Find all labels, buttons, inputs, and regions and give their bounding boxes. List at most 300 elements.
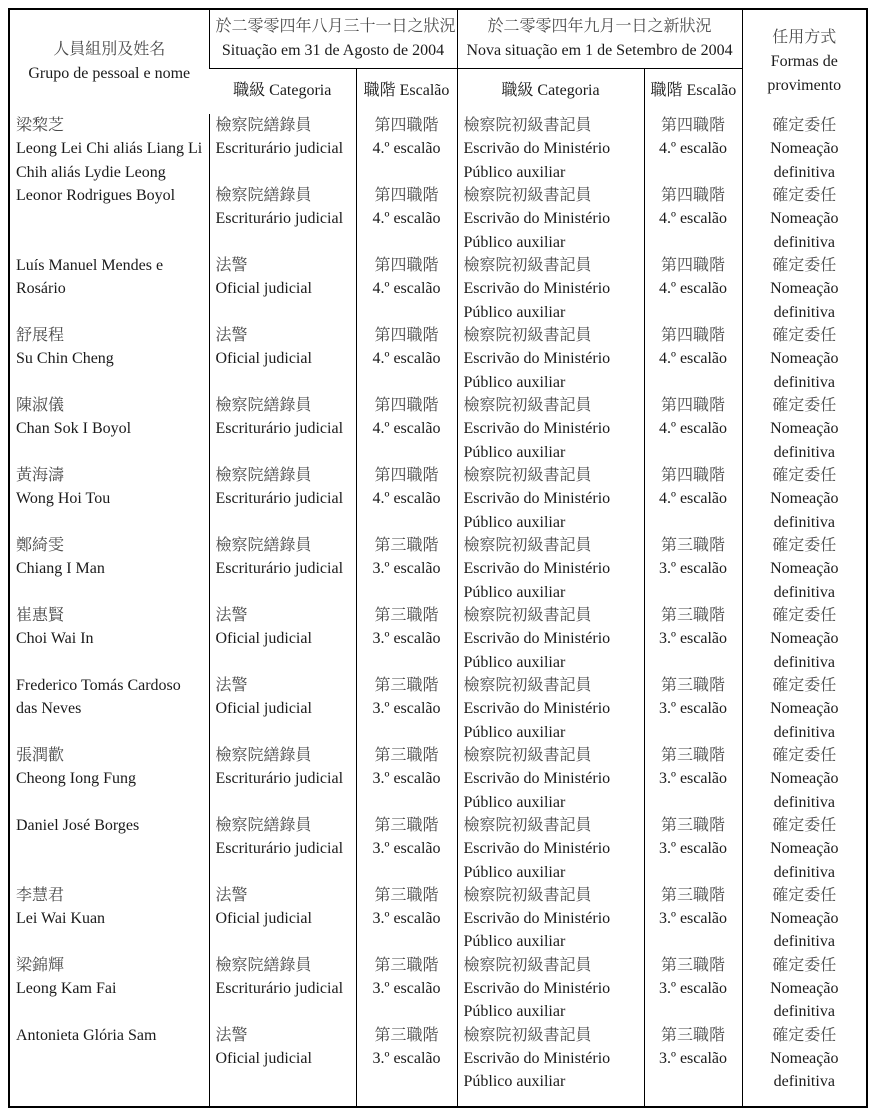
cell-line: Público auxiliar	[463, 443, 566, 461]
cell-line: Oficial judicial	[215, 1050, 312, 1068]
cell-line: definitiva	[773, 653, 835, 671]
cell-line: 檢察院初級書記員	[463, 256, 592, 274]
cell-new-categoria	[457, 674, 644, 744]
cell-line: Escrivão do Ministério	[463, 700, 611, 718]
cell-line: 第三職階	[661, 886, 726, 904]
cell-person-name	[9, 884, 209, 954]
header-old-escalao: 職階 Escalão	[356, 68, 457, 114]
cell-line: 法警	[215, 326, 248, 344]
cell-line: 3.º escalão	[372, 560, 441, 578]
cell-line: 第三職階	[374, 956, 439, 974]
cell-line: 第三職階	[374, 816, 439, 834]
cell-line: Nomeação	[770, 770, 839, 788]
cell-new-escalao	[644, 394, 742, 464]
cell-old-escalao	[356, 744, 457, 814]
cell-old-escalao	[356, 534, 457, 604]
cell-line: 3.º escalão	[658, 630, 728, 648]
cell-line: Choi Wai In	[16, 630, 94, 648]
cell-provimento	[742, 324, 867, 394]
cell-old-escalao	[356, 884, 457, 954]
cell-new-escalao	[644, 324, 742, 394]
cell-line: Público auxiliar	[463, 863, 566, 881]
cell-line: definitiva	[773, 513, 835, 531]
cell-new-categoria	[457, 1094, 644, 1107]
cell-new-escalao	[644, 604, 742, 674]
table-row	[9, 464, 867, 534]
cell-line: Público auxiliar	[463, 233, 566, 251]
cell-line: 第三職階	[661, 746, 726, 764]
cell-line: Escrivão do Ministério	[463, 840, 611, 858]
cell-provimento	[742, 744, 867, 814]
cell-line: 第三職階	[374, 886, 439, 904]
cell-new-escalao	[644, 254, 742, 324]
cell-line: 檢察院初級書記員	[463, 746, 592, 764]
cell-line: definitiva	[773, 863, 835, 881]
cell-line: Escrivão do Ministério	[463, 210, 611, 228]
cell-line: 檢察院繕錄員	[215, 746, 312, 764]
cell-line: 3.º escalão	[658, 980, 728, 998]
cell-line: Público auxiliar	[463, 723, 566, 741]
cell-line: 檢察院初級書記員	[463, 466, 592, 484]
cell-line: Nomeação	[770, 140, 839, 158]
cell-line: 確定委任	[772, 117, 837, 134]
cell-line: Nomeação	[770, 630, 839, 648]
cell-old-escalao	[356, 114, 457, 184]
header-old-situation-pt: Situação em 31 de Agosto de 2004	[221, 41, 445, 59]
cell-new-categoria	[457, 254, 644, 324]
cell-line: 4.º escalão	[658, 350, 728, 368]
cell-line: 檢察院初級書記員	[463, 186, 592, 204]
cell-new-escalao	[644, 814, 742, 884]
table-header	[9, 9, 867, 114]
cell-provimento	[742, 184, 867, 254]
cell-line: Público auxiliar	[463, 933, 566, 951]
header-person-group-name-pt: Grupo de pessoal e nome	[28, 65, 191, 82]
cell-line: 第四職階	[374, 256, 439, 274]
cell-line: 4.º escalão	[658, 420, 728, 438]
cell-line: 第四職階	[374, 186, 439, 204]
cell-provimento	[742, 254, 867, 324]
cell-old-escalao	[356, 1094, 457, 1107]
cell-old-categoria	[209, 1024, 356, 1094]
cell-line: 3.º escalão	[372, 840, 441, 858]
cell-line: 檢察院初級書記員	[463, 1026, 592, 1044]
cell-line: 4.º escalão	[372, 140, 441, 158]
cell-line: Chih aliás Lydie Leong	[16, 163, 166, 181]
cell-line: definitiva	[773, 373, 835, 391]
cell-line: Escrivão do Ministério	[463, 560, 611, 578]
cell-line: Público auxiliar	[463, 513, 566, 531]
header-person-group-name-zh: 人員組別及姓名	[53, 41, 166, 58]
cell-line: 鄭綺雯	[16, 536, 65, 554]
cell-new-categoria	[457, 884, 644, 954]
cell-new-categoria	[457, 954, 644, 1024]
cell-line: 3.º escalão	[658, 910, 728, 928]
cell-line: Escrivão do Ministério	[463, 420, 611, 438]
cell-line: Nomeação	[770, 280, 839, 298]
cell-line: 檢察院繕錄員	[215, 186, 312, 204]
cell-line: 確定委任	[772, 956, 837, 974]
cell-line: 確定委任	[772, 676, 837, 694]
cell-new-escalao	[644, 884, 742, 954]
cell-line: 第三職階	[661, 956, 726, 974]
cell-new-categoria	[457, 464, 644, 534]
cell-old-categoria	[209, 254, 356, 324]
header-new-categoria: 職級 Categoria	[457, 68, 644, 114]
cell-line: 3.º escalão	[372, 770, 441, 788]
cell-line: 第四職階	[374, 396, 439, 414]
cell-line: 第三職階	[374, 1026, 439, 1044]
cell-line: 4.º escalão	[372, 280, 441, 298]
cell-line: Leong Lei Chi aliás Liang Li	[16, 140, 203, 158]
cell-line: definitiva	[773, 1073, 835, 1091]
cell-line: Público auxiliar	[463, 163, 566, 181]
cell-line: definitiva	[773, 933, 835, 951]
cell-line: 第三職階	[661, 816, 726, 834]
cell-line: Escrivão do Ministério	[463, 490, 611, 508]
personnel-table	[8, 8, 868, 1108]
cell-old-escalao	[356, 604, 457, 674]
cell-line: definitiva	[773, 163, 835, 181]
cell-line: 3.º escalão	[658, 840, 728, 858]
cell-line: Escrivão do Ministério	[463, 630, 611, 648]
cell-new-escalao	[644, 674, 742, 744]
cell-line: Público auxiliar	[463, 1073, 566, 1091]
cell-provimento	[742, 394, 867, 464]
cell-line: 崔惠賢	[16, 606, 65, 624]
table-row	[9, 114, 867, 184]
cell-line: 4.º escalão	[658, 210, 728, 228]
cell-line: 法警	[215, 606, 248, 624]
cell-line: 第四職階	[661, 396, 726, 414]
cell-line: 確定委任	[772, 1026, 837, 1044]
cell-new-escalao	[644, 184, 742, 254]
header-new-situation-pt: Nova situação em 1 de Setembro de 2004	[466, 41, 733, 59]
cell-line: Público auxiliar	[463, 653, 566, 671]
cell-old-categoria	[209, 674, 356, 744]
cell-line: 法警	[215, 256, 248, 274]
cell-line: 確定委任	[772, 186, 837, 204]
cell-line: Escrivão do Ministério	[463, 980, 611, 998]
cell-line: Oficial judicial	[215, 630, 312, 648]
cell-line: 檢察院繕錄員	[215, 956, 312, 974]
cell-line: 法警	[215, 676, 248, 694]
cell-line: 第四職階	[374, 326, 439, 344]
cell-line: 3.º escalão	[658, 1050, 728, 1068]
cell-line: Escrivão do Ministério	[463, 910, 611, 928]
cell-line: Nomeação	[770, 840, 839, 858]
table-row	[9, 884, 867, 954]
cell-line: 檢察院初級書記員	[463, 816, 592, 834]
table-row	[9, 534, 867, 604]
cell-line: Nomeação	[770, 420, 839, 438]
cell-line: Oficial judicial	[215, 700, 312, 718]
cell-provimento	[742, 674, 867, 744]
cell-line: Público auxiliar	[463, 1003, 566, 1021]
cell-line: 檢察院初級書記員	[463, 396, 592, 414]
cell-line: 第三職階	[661, 606, 726, 624]
cell-old-categoria	[209, 604, 356, 674]
cell-new-categoria	[457, 114, 644, 184]
cell-new-escalao	[644, 954, 742, 1024]
cell-old-categoria	[209, 954, 356, 1024]
cell-line: 3.º escalão	[372, 910, 441, 928]
cell-person-name	[9, 1024, 209, 1094]
cell-line: 4.º escalão	[658, 140, 728, 158]
cell-old-categoria	[209, 394, 356, 464]
cell-line: 確定委任	[772, 606, 837, 624]
cell-line: Oficial judicial	[215, 280, 312, 298]
cell-line: 4.º escalão	[372, 350, 441, 368]
cell-line: Nomeação	[770, 700, 839, 718]
cell-old-escalao	[356, 674, 457, 744]
table-row	[9, 674, 867, 744]
cell-line: 確定委任	[772, 816, 837, 834]
cell-line: 4.º escalão	[372, 420, 441, 438]
cell-provimento	[742, 534, 867, 604]
cell-line: 確定委任	[772, 536, 837, 554]
cell-line: Público auxiliar	[463, 793, 566, 811]
cell-line: 3.º escalão	[372, 980, 441, 998]
cell-line: 第四職階	[374, 466, 439, 484]
cell-line: Nomeação	[770, 490, 839, 508]
cell-line: 第三職階	[374, 746, 439, 764]
table-row	[9, 394, 867, 464]
cell-line: Escriturário judicial	[215, 140, 344, 158]
cell-line: 法警	[215, 1026, 248, 1044]
cell-line: 梁棃芝	[16, 117, 65, 134]
cell-new-categoria	[457, 184, 644, 254]
cell-line: 確定委任	[772, 466, 837, 484]
table-bottom-spacer	[9, 1094, 867, 1107]
header-old-categoria: 職級 Categoria	[233, 82, 332, 100]
cell-line: 3.º escalão	[372, 700, 441, 718]
cell-line: 4.º escalão	[658, 490, 728, 508]
cell-line: Escriturário judicial	[215, 770, 344, 788]
cell-line: 3.º escalão	[372, 630, 441, 648]
cell-line: Lei Wai Kuan	[16, 910, 106, 928]
cell-line: 檢察院初級書記員	[463, 676, 592, 694]
cell-new-escalao	[644, 1024, 742, 1094]
table-row	[9, 744, 867, 814]
cell-old-escalao	[356, 464, 457, 534]
cell-line: 第四職階	[661, 326, 726, 344]
cell-line: 確定委任	[772, 396, 837, 414]
cell-new-escalao	[644, 1094, 742, 1107]
cell-line: Nomeação	[770, 1050, 839, 1068]
cell-old-escalao	[356, 394, 457, 464]
cell-line: 第四職階	[661, 186, 726, 204]
cell-old-categoria	[209, 744, 356, 814]
cell-person-name	[9, 534, 209, 604]
cell-provimento	[742, 954, 867, 1024]
cell-provimento	[742, 814, 867, 884]
cell-person-name	[9, 604, 209, 674]
cell-line: 3.º escalão	[658, 560, 728, 578]
cell-person-name	[9, 1094, 209, 1107]
cell-line: Chiang I Man	[16, 560, 105, 578]
cell-line: Escriturário judicial	[215, 490, 344, 508]
table-row	[9, 954, 867, 1024]
cell-person-name	[9, 324, 209, 394]
cell-line: Escriturário judicial	[215, 980, 344, 998]
cell-line: 檢察院繕錄員	[215, 466, 312, 484]
cell-line: 第三職階	[374, 676, 439, 694]
cell-line: Escriturário judicial	[215, 420, 344, 438]
cell-line: 李慧君	[16, 886, 65, 904]
cell-line: Nomeação	[770, 980, 839, 998]
header-provimento	[742, 9, 867, 114]
cell-line: Oficial judicial	[215, 350, 312, 368]
cell-person-name	[9, 954, 209, 1024]
cell-person-name	[9, 814, 209, 884]
cell-old-categoria	[209, 1094, 356, 1107]
table-row	[9, 604, 867, 674]
cell-line: Oficial judicial	[215, 910, 312, 928]
cell-line: 梁錦輝	[16, 956, 65, 974]
cell-line: definitiva	[773, 303, 835, 321]
cell-line: definitiva	[773, 583, 835, 601]
cell-line: 檢察院繕錄員	[215, 396, 312, 414]
cell-line: 3.º escalão	[658, 770, 728, 788]
cell-old-escalao	[356, 954, 457, 1024]
cell-line: 檢察院初級書記員	[463, 117, 592, 134]
cell-line: Luís Manuel Mendes e	[16, 256, 164, 274]
cell-line: 檢察院初級書記員	[463, 606, 592, 624]
header-provimento-pt2: provimento	[767, 77, 842, 94]
table-row	[9, 1024, 867, 1094]
cell-line: 確定委任	[772, 746, 837, 764]
cell-person-name	[9, 744, 209, 814]
table-row	[9, 184, 867, 254]
cell-old-categoria	[209, 114, 356, 184]
cell-line: 4.º escalão	[372, 490, 441, 508]
table-body	[9, 114, 867, 1107]
cell-line: 第三職階	[374, 536, 439, 554]
cell-line: Escrivão do Ministério	[463, 350, 611, 368]
cell-line: Escrivão do Ministério	[463, 1050, 611, 1068]
cell-line: 4.º escalão	[372, 210, 441, 228]
cell-line: Frederico Tomás Cardoso	[16, 676, 181, 694]
cell-new-categoria	[457, 814, 644, 884]
cell-old-escalao	[356, 814, 457, 884]
cell-line: Leonor Rodrigues Boyol	[16, 186, 176, 204]
cell-line: Escriturário judicial	[215, 560, 344, 578]
cell-line: 確定委任	[772, 326, 837, 344]
header-old-situation	[209, 9, 457, 68]
cell-line: 法警	[215, 886, 248, 904]
cell-line: Público auxiliar	[463, 373, 566, 391]
cell-line: 第三職階	[661, 536, 726, 554]
cell-line: Wong Hoi Tou	[16, 490, 111, 508]
cell-line: 確定委任	[772, 256, 837, 274]
cell-new-categoria	[457, 604, 644, 674]
cell-line: definitiva	[773, 1003, 835, 1021]
cell-line: Su Chin Cheng	[16, 350, 114, 368]
cell-line: Escrivão do Ministério	[463, 280, 611, 298]
cell-old-categoria	[209, 534, 356, 604]
header-new-situation	[457, 9, 742, 68]
cell-line: 第三職階	[374, 606, 439, 624]
cell-line: 檢察院繕錄員	[215, 816, 312, 834]
cell-old-escalao	[356, 184, 457, 254]
cell-old-escalao	[356, 1024, 457, 1094]
cell-provimento	[742, 604, 867, 674]
cell-old-categoria	[209, 814, 356, 884]
cell-provimento	[742, 884, 867, 954]
cell-old-categoria	[209, 184, 356, 254]
cell-line: Cheong Iong Fung	[16, 770, 136, 788]
header-old-situation-zh: 於二零零四年八月三十一日之狀況	[215, 17, 456, 35]
cell-line: Escrivão do Ministério	[463, 140, 611, 158]
header-provimento-zh: 任用方式	[772, 29, 837, 46]
cell-line: 確定委任	[772, 886, 837, 904]
cell-line: Nomeação	[770, 210, 839, 228]
cell-provimento	[742, 464, 867, 534]
cell-new-categoria	[457, 394, 644, 464]
cell-line: Nomeação	[770, 560, 839, 578]
header-new-situation-zh: 於二零零四年九月一日之新狀況	[487, 17, 712, 35]
header-provimento-pt1: Formas de	[770, 53, 838, 70]
cell-line: Público auxiliar	[463, 303, 566, 321]
cell-line: 第四職階	[374, 117, 439, 134]
cell-line: Escrivão do Ministério	[463, 770, 611, 788]
cell-person-name	[9, 674, 209, 744]
cell-line: das Neves	[16, 700, 82, 718]
cell-line: definitiva	[773, 793, 835, 811]
cell-line: 第四職階	[661, 256, 726, 274]
cell-new-escalao	[644, 464, 742, 534]
cell-line: definitiva	[773, 723, 835, 741]
cell-person-name	[9, 254, 209, 324]
cell-old-categoria	[209, 464, 356, 534]
cell-line: definitiva	[773, 443, 835, 461]
cell-line: 第四職階	[661, 466, 726, 484]
cell-line: Escriturário judicial	[215, 210, 344, 228]
cell-person-name	[9, 114, 209, 184]
cell-old-categoria	[209, 324, 356, 394]
cell-line: 黃海濤	[16, 466, 65, 484]
header-new-escalao: 職階 Escalão	[644, 68, 742, 114]
cell-line: 檢察院初級書記員	[463, 886, 592, 904]
cell-person-name	[9, 464, 209, 534]
cell-line: 第四職階	[661, 117, 726, 134]
cell-provimento	[742, 1024, 867, 1094]
cell-line: 4.º escalão	[658, 280, 728, 298]
cell-line: 張潤歡	[16, 746, 65, 764]
header-row-groups	[9, 9, 867, 68]
cell-line: 3.º escalão	[372, 1050, 441, 1068]
cell-old-escalao	[356, 324, 457, 394]
cell-new-escalao	[644, 534, 742, 604]
cell-new-categoria	[457, 1024, 644, 1094]
cell-new-categoria	[457, 324, 644, 394]
cell-line: 陳淑儀	[16, 396, 65, 414]
table-row	[9, 324, 867, 394]
cell-line: 第三職階	[661, 676, 726, 694]
cell-line: 舒展程	[16, 326, 65, 344]
cell-new-categoria	[457, 534, 644, 604]
cell-line: 第三職階	[661, 1026, 726, 1044]
table-row	[9, 814, 867, 884]
cell-line: Nomeação	[770, 910, 839, 928]
cell-person-name	[9, 394, 209, 464]
header-person-group-name	[9, 9, 209, 114]
cell-old-escalao	[356, 254, 457, 324]
cell-provimento	[742, 1094, 867, 1107]
cell-new-escalao	[644, 744, 742, 814]
cell-line: Escriturário judicial	[215, 840, 344, 858]
